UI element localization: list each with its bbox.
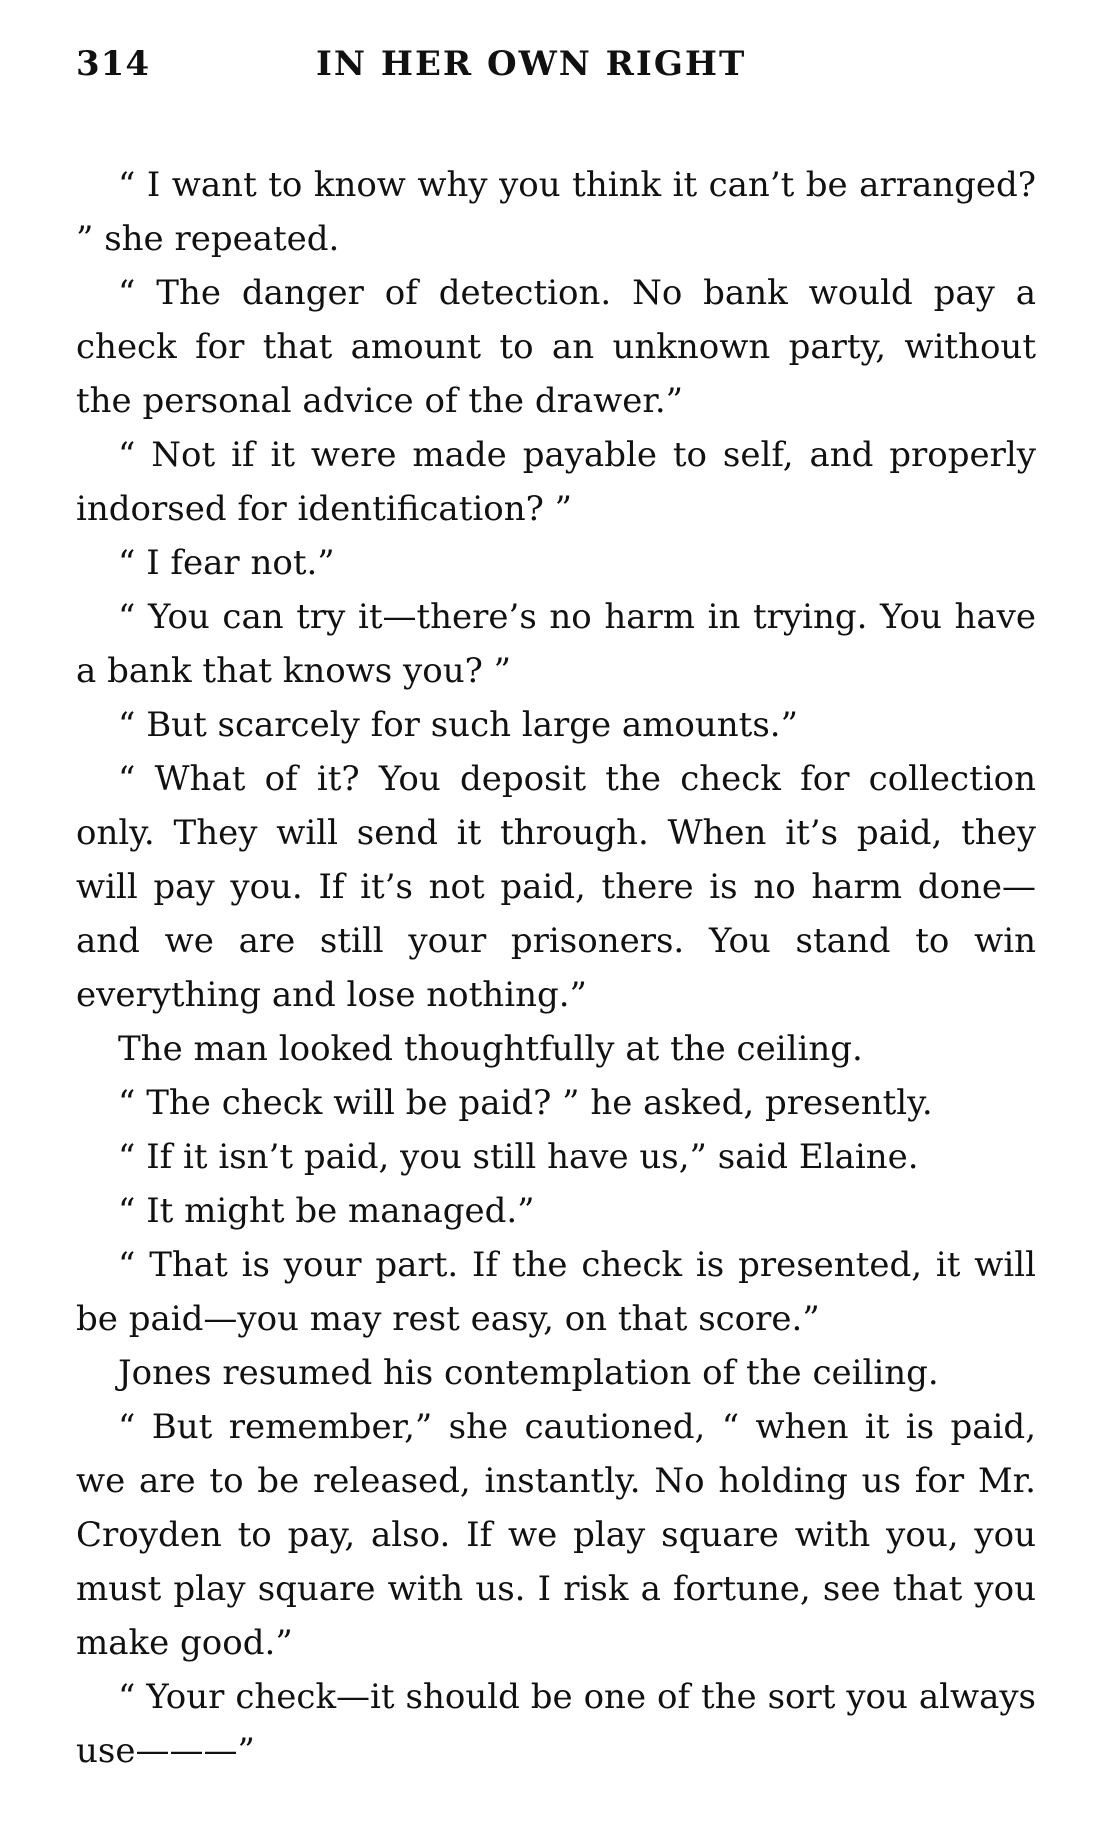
paragraph: “ But scarcely for such large amounts.” <box>118 705 798 745</box>
paragraph: “ Your check—it should be one of the sort you always use———” <box>76 1677 1036 1771</box>
paragraph: “ The check will be paid? ” he asked, presently. <box>118 1083 933 1123</box>
paragraph: “ That is your part. If the check is presented, it will be paid—you may rest easy, on that score.” <box>76 1245 1036 1339</box>
paragraph: The man looked thoughtfully at the ceiling. <box>118 1029 863 1069</box>
paragraph: “ You can try it—there’s no harm in trying. You have a bank that knows you? ” <box>76 597 1036 691</box>
paragraph: “ The danger of detection. No bank would pay a check for that amount to an unknown party, without the personal advice of the drawer.” <box>76 273 1036 421</box>
running-title: IN HER OWN RIGHT <box>316 44 747 84</box>
book-page <box>76 36 1036 1778</box>
paragraph: “ It might be managed.” <box>118 1191 535 1231</box>
paragraph: Jones resumed his contemplation of the ceiling. <box>118 1353 939 1393</box>
paragraph: “ If it isn’t paid, you still have us,” said Elaine. <box>118 1137 919 1177</box>
paragraph: “ What of it? You deposit the check for collection only. They will send it through. When it’s paid, they will pay you. If it’s not paid, there is no harm done—and we are still your prisoners. You stand to win everything and lose nothing.” <box>76 759 1036 1015</box>
paragraph: “ I fear not.” <box>118 543 335 583</box>
paragraph: “ I want to know why you think it can’t be arranged? ” she repeated. <box>76 165 1036 259</box>
running-head <box>76 36 1036 106</box>
body-text <box>76 158 1036 1778</box>
page-number: 314 <box>76 44 150 84</box>
paragraph: “ Not if it were made payable to self, and properly indorsed for identification? ” <box>76 435 1036 529</box>
paragraph: “ But remember,” she cautioned, “ when it is paid, we are to be released, instantly. No holding us for Mr. Croyden to pay, also. If we play square with you, you must play square with us. I risk a fortune, see that you make good.” <box>76 1407 1036 1663</box>
